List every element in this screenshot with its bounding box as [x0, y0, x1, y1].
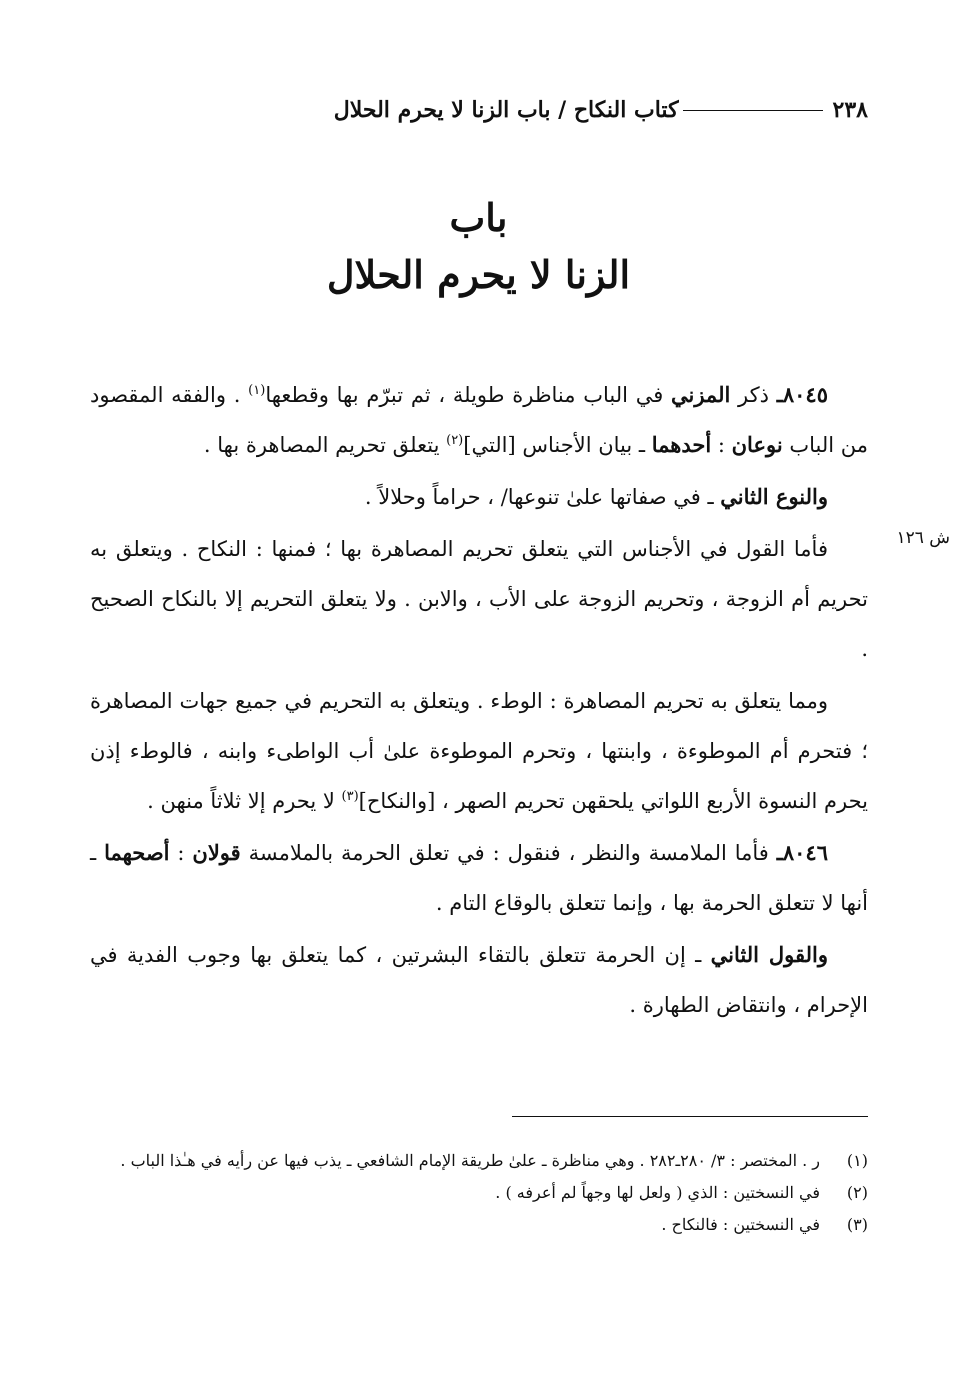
text-run: ـ أنها لا تتعلق الحرمة بها ، وإنما تتعلق بالوقاع التام . [90, 841, 868, 915]
footnote-number: (١) [846, 1151, 868, 1170]
paragraph-8046: ٨٠٤٦ـ فأما الملامسة والنظر ، فنقول : في تعلق الحرمة بالملامسة قولان : أصحهما ـ أنها لا تتعلق الحرمة بها ، وإنما تتعلق بالوقاع التام . [90, 840, 868, 915]
text-run: فأما الملامسة والنظر ، فنقول : في تعلق الحرمة بالملامسة [240, 841, 777, 865]
text-run: ـ في صفاتها علىٰ تنوعها/ ، حراماً وحلالاً . [364, 485, 721, 509]
bold-term: أحدهما [651, 432, 712, 457]
footnote-ref: (٣) [341, 789, 359, 804]
text-run: ـ بيان الأجناس [التي] [463, 433, 652, 457]
chapter-title-line1: باب [449, 195, 508, 240]
bold-term: والقول الثاني [710, 942, 828, 967]
footnote-1 [90, 1145, 868, 1177]
footnote-separator [512, 1116, 868, 1117]
footnote-text: في النسختين : فالنكاح . [661, 1215, 820, 1234]
paragraph-8045: ٨٠٤٥ـ ذكر المزني في الباب مناظرة طويلة ، ثم تبرّم بها وقطعها$^{(١)}$ . والفقه المقصود من الباب نوعان : أحدهما ـ بيان الأجناس [التي]$^{(٢)}$ يتعلق تحريم المصاهرة بها . [90, 382, 868, 457]
header-rule [683, 110, 823, 111]
running-header [90, 90, 868, 130]
text-run: . والفقه المقصود من الباب [90, 383, 868, 457]
footnote-ref: (٢) [446, 433, 464, 448]
text-run: : [711, 433, 732, 457]
text-run: يتعلق تحريم المصاهرة بها . [203, 433, 447, 457]
paragraph-second-type [90, 472, 868, 522]
footnote-ref: (١) [248, 383, 266, 398]
text-run: ـ إن الحرمة تتعلق بالتقاء البشرتين ، كما يتعلق بها وجوب الفدية في الإحرام ، وانتقاض الطهارة . [90, 943, 868, 1017]
text-run: لا يحرم إلا ثلاثاً منهن . [147, 789, 342, 813]
footnote-number: (٢) [846, 1183, 868, 1202]
main-text [90, 370, 868, 1030]
paragraph-genera: فأما القول في الأجناس التي يتعلق تحريم المصاهرة بها ؛ فمنها : النكاح . ويتعلق به تحريم أم الزوجة ، وتحريم الزوجة على الأب ، والابن . ولا يتعلق التحريم إلا بالنكاح الصحيح . [90, 537, 868, 661]
paragraph-second-opinion [90, 930, 868, 1030]
footnotes [90, 1145, 868, 1241]
section-number: ٨٠٤٥ [782, 382, 828, 407]
running-title: كتاب النكاح / باب الزنا لا يحرم الحلال [333, 97, 679, 123]
text-run: ومما يتعلق به تحريم المصاهرة : الوطء . ويتعلق به التحريم في جميع جهات المصاهرة ؛ فتحرم أم الموطوءة ، وابنتها ، وتحرم الموطوءة علىٰ أب الواطىء وابنه ، فالوطء إذن يحرم النسوة الأربع اللواتي يلحقهن تحريم الصهر ، [والنكاح] [90, 689, 868, 813]
footnote-number: (٣) [846, 1215, 868, 1234]
text-run: : [169, 841, 193, 865]
bold-term: نوعان [731, 432, 783, 457]
manuscript-folio-note: ش ١٢٦ [896, 528, 950, 548]
footnote-2 [90, 1177, 868, 1209]
bold-term: قولان [192, 840, 241, 865]
section-number: ٨٠٤٦ [782, 840, 828, 865]
text-run: في الباب مناظرة طويلة ، ثم تبرّم بها وقطعها [265, 383, 671, 407]
page-number: ٢٣٨ [832, 97, 868, 123]
text-run: ذكر [730, 383, 777, 407]
bold-term: أصحهما [104, 840, 170, 865]
footnote-text: ر . المختصر : ٣/ ٢٨٠ـ٢٨٢ . وهي مناظرة ـ علىٰ طريقة الإمام الشافعي ـ يذب فيها عن رأيه في هـٰذا الباب . [120, 1151, 820, 1170]
bold-term: المزني [671, 382, 731, 407]
chapter-title-line2: الزنا لا يحرم الحلال [326, 252, 631, 297]
paragraph-wat [90, 676, 868, 826]
footnote-text: في النسختين : الذي ( ولعل لها وجهاً لم أعرفه ) . [495, 1183, 820, 1202]
footnote-3 [90, 1209, 868, 1241]
bold-term: والنوع الثاني [720, 484, 828, 509]
